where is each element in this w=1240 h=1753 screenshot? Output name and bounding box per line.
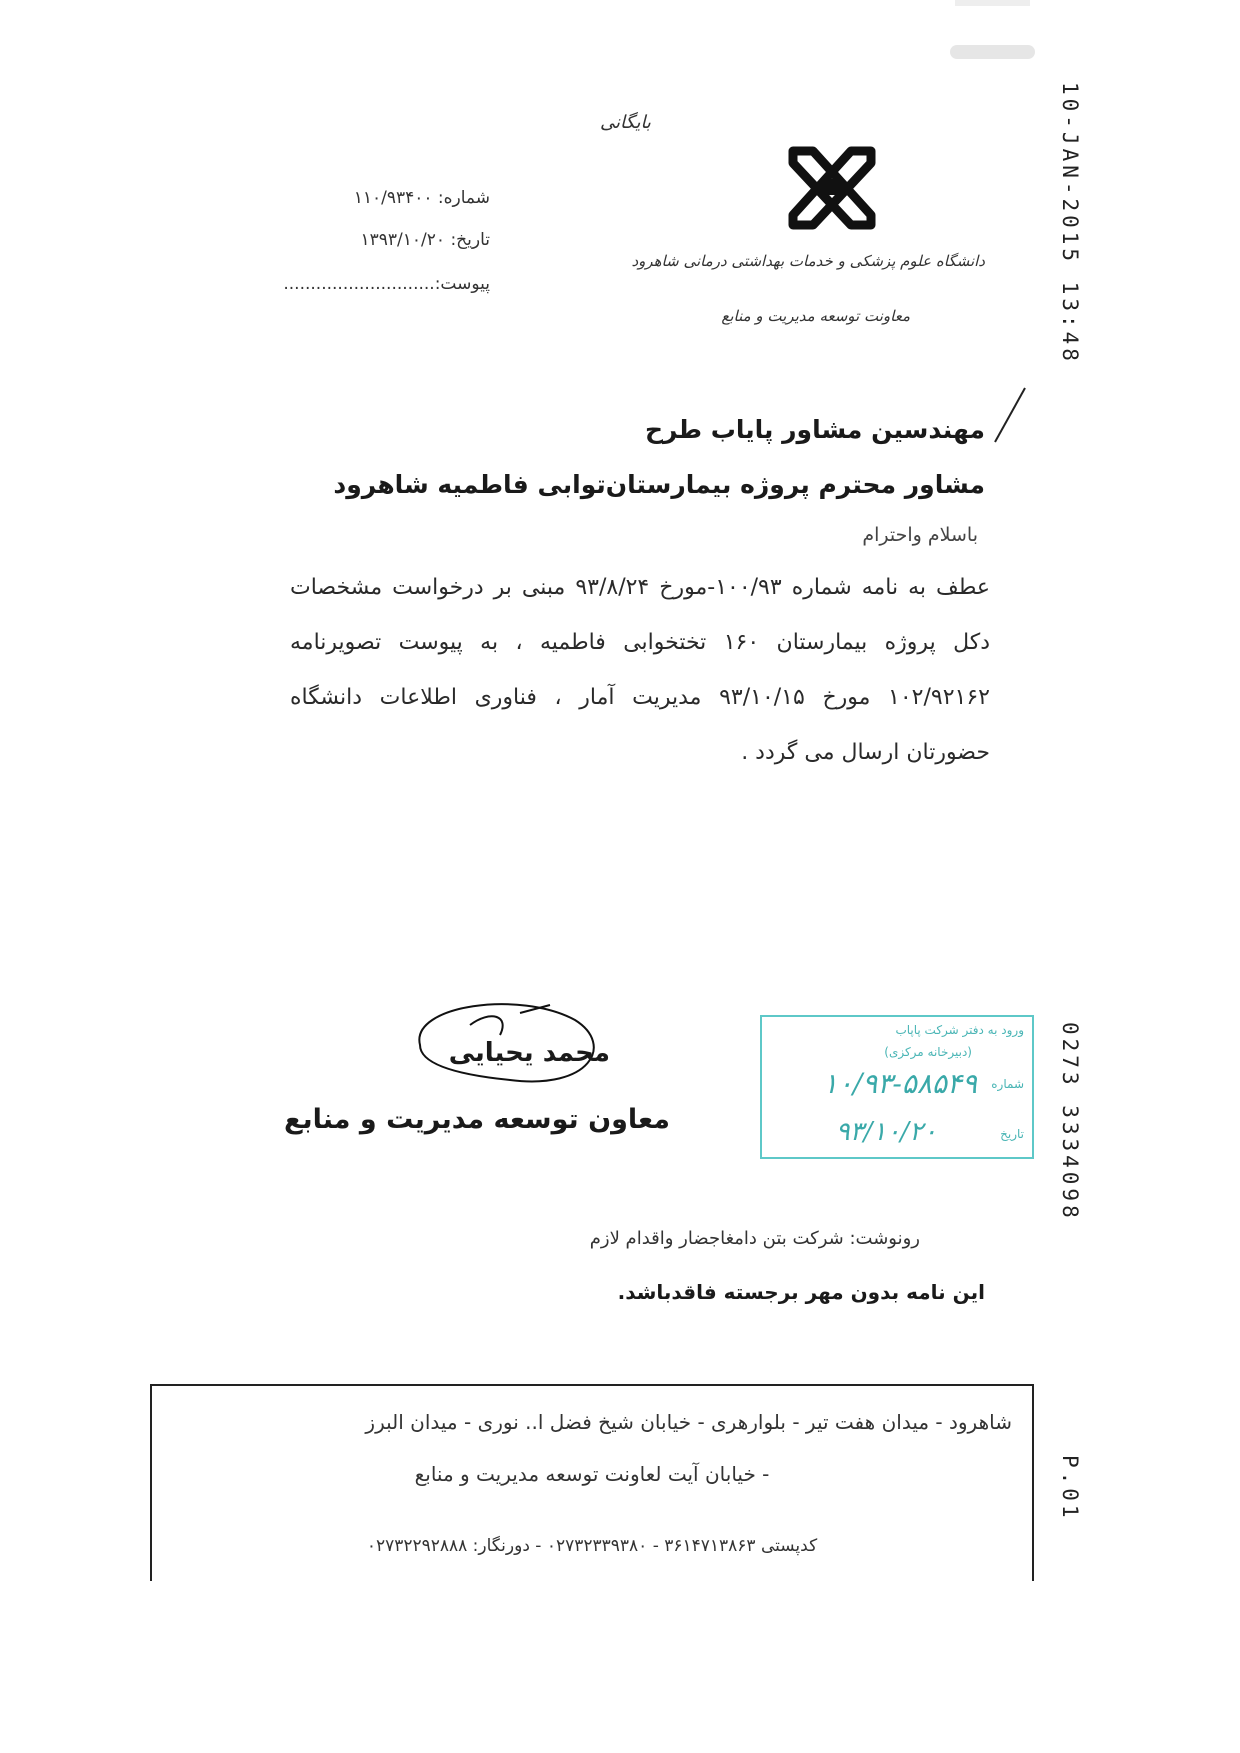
fax-smudge	[950, 45, 1035, 59]
fax-smudge-top	[955, 0, 1030, 6]
footer-address-line2: - خیابان آیت لعاونت توسعه مدیریت و منابع	[414, 1462, 770, 1486]
addressee-line1: مهندسین مشاور پایاب طرح	[644, 415, 985, 444]
letter-body: عطف به نامه شماره ۱۰۰/۹۳-مورخ ۹۳/۸/۲۴ مبنی بر درخواست مشخصات دکل پروژه بیمارستان ۱۶۰ تختخوابی فاطمیه ، به پیوست تصویرنامه ۱۰۲/۹۲۱۶۲ مورخ ۹۳/۱۰/۱۵ مدیریت آمار ، فناوری اطلاعات دانشگاه حضورتان ارسال می گردد .	[290, 575, 991, 765]
dept-name: معاونت توسعه مدیریت و منابع	[721, 307, 910, 325]
receipt-stamp	[760, 1015, 1034, 1159]
letter-attachment: پیوست:............................	[283, 274, 490, 294]
letter-date: تاریخ: ۱۳۹۳/۱۰/۲۰	[360, 230, 490, 250]
receipt-date-label: تاریخ	[1000, 1127, 1024, 1141]
signatory-name: محمد یحیایی	[448, 1038, 610, 1068]
copy-note: رونوشت: شرکت بتن دامغاجضار واقدام لازم	[589, 1228, 920, 1249]
org-name: دانشگاه علوم پزشکی و خدمات بهداشتی درمانی شاهرود	[631, 252, 985, 270]
salutation: باسلام واحترام	[862, 524, 978, 546]
footer-address-line1: شاهرود - میدان هفت تیر - بلوارهری - خیابان شیخ فضل ا.. نوری - میدان البرز	[365, 1410, 1012, 1434]
pen-stroke	[990, 385, 1030, 445]
fax-datetime-stamp: 10-JAN-2015 13:48	[1058, 82, 1082, 365]
fax-id-stamp: 0273 3334098	[1058, 1022, 1082, 1222]
fax-page-stamp: P.01	[1058, 1455, 1082, 1522]
receipt-stamp-line1: ورود به دفتر شرکت پاپاب	[895, 1023, 1024, 1037]
addressee-line2: مشاور محترم پروژه بیمارستان‌توابی فاطمیه شاهرود	[333, 470, 985, 499]
university-logo	[783, 143, 881, 231]
warning-note: این نامه بدون مهر برجسته فاقدباشد.	[617, 1280, 985, 1304]
signatory-title: معاون توسعه مدیریت و منابع	[284, 1104, 670, 1135]
receipt-number-label: شماره	[991, 1077, 1024, 1091]
receipt-stamp-line2: (دبیرخانه مرکزی)	[884, 1045, 972, 1059]
footer-contact: کدپستی ۳۶۱۴۷۱۳۸۶۳ - ۰۲۷۳۲۳۳۹۳۸۰ - دورنگار: ۰۲۷۳۲۲۹۲۸۸۸	[366, 1536, 818, 1556]
receipt-date-value: ۹۳/۱۰/۲۰	[835, 1117, 937, 1147]
handwritten-note: بایگانی	[600, 112, 651, 133]
footer-address-box	[150, 1384, 1034, 1581]
letter-number: شماره: ۱۱۰/۹۳۴۰۰	[353, 188, 490, 208]
receipt-number-value: ۱۰/۹۳-۵۸۵۴۹	[822, 1067, 977, 1100]
